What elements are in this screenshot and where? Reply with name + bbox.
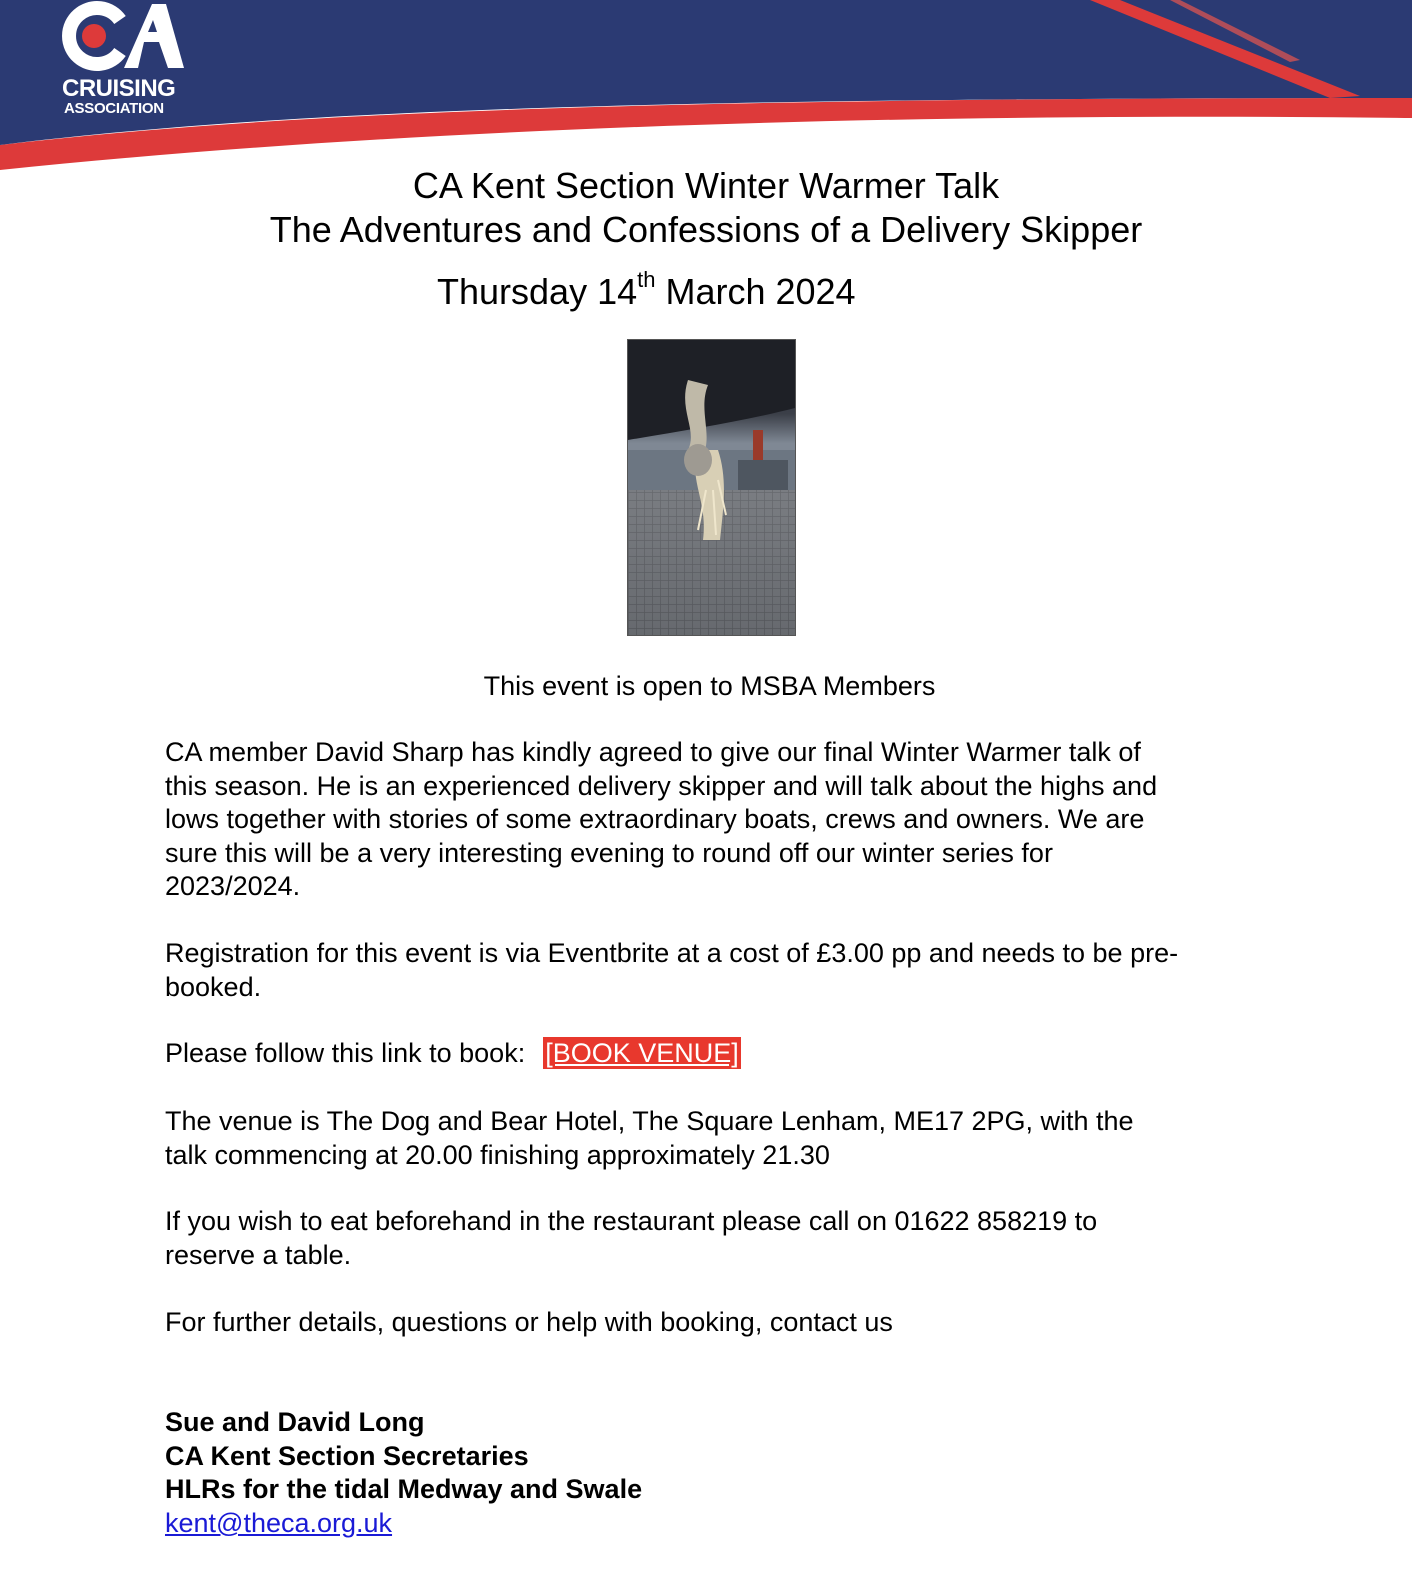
book-prompt: Please follow this link to book: <box>165 1038 526 1068</box>
title-line-2: The Adventures and Confessions of a Delivery Skipper <box>269 209 1143 250</box>
date-rest: March 2024 <box>655 271 856 312</box>
venue-line: talk commencing at 20.00 finishing approximately 21.30 <box>165 1139 830 1170</box>
event-date <box>437 262 856 314</box>
intro-line: 2023/2024. <box>165 871 301 901</box>
boat-hull-photo <box>627 339 796 636</box>
signature-role: CA Kent Section Secretaries <box>165 1440 529 1471</box>
venue-line: The venue is The Dog and Bear Hotel, The Square Lenham, ME17 2PG, with the <box>165 1106 1134 1136</box>
restaurant-line: If you wish to eat beforehand in the restaurant please call on 01622 858219 to <box>165 1206 1098 1236</box>
boat-hull-photo-image <box>628 340 795 635</box>
ca-logo-icon <box>58 0 188 72</box>
intro-line: lows together with stories of some extraordinary boats, crews and owners. We are <box>165 804 1145 834</box>
intro-line: CA member David Sharp has kindly agreed to give our final Winter Warmer talk of <box>165 737 1141 767</box>
contact-email-link[interactable]: kent@theca.org.uk <box>165 1508 393 1538</box>
restaurant-line: reserve a table. <box>165 1239 352 1270</box>
book-venue-link[interactable]: [BOOK VENUE] <box>545 1038 739 1068</box>
date-ordinal: th <box>637 267 656 292</box>
date-prefix: Thursday 14 <box>437 271 638 312</box>
header-banner <box>0 0 1412 175</box>
registration-paragraph <box>165 937 1178 1004</box>
signature-hlr: HLRs for the tidal Medway and Swale <box>165 1474 643 1504</box>
header-wave-background <box>0 0 1412 175</box>
logo-text-cruising: CRUISING <box>62 75 176 102</box>
ca-logo[interactable] <box>58 0 198 122</box>
venue-paragraph <box>165 1105 1134 1172</box>
signature-block <box>165 1406 642 1507</box>
restaurant-paragraph <box>165 1205 1097 1272</box>
intro-line: this season. He is an experienced delivery skipper and will talk about the highs and <box>165 770 1158 801</box>
logo-text-association: ASSOCIATION <box>64 100 164 117</box>
event-title <box>0 164 1412 252</box>
registration-line: Registration for this event is via Eventbrite at a cost of £3.00 pp and needs to be pre- <box>165 938 1179 968</box>
intro-paragraph <box>165 736 1157 904</box>
book-line <box>165 1037 741 1071</box>
intro-line: sure this will be a very interesting evening to round off our winter series for <box>165 837 1053 868</box>
open-to-members-text: This event is open to MSBA Members <box>483 671 936 701</box>
contact-paragraph: For further details, questions or help with booking, contact us <box>165 1307 893 1337</box>
title-line-1: CA Kent Section Winter Warmer Talk <box>412 165 1000 206</box>
registration-line: booked. <box>165 971 262 1002</box>
signature-names: Sue and David Long <box>165 1407 425 1437</box>
